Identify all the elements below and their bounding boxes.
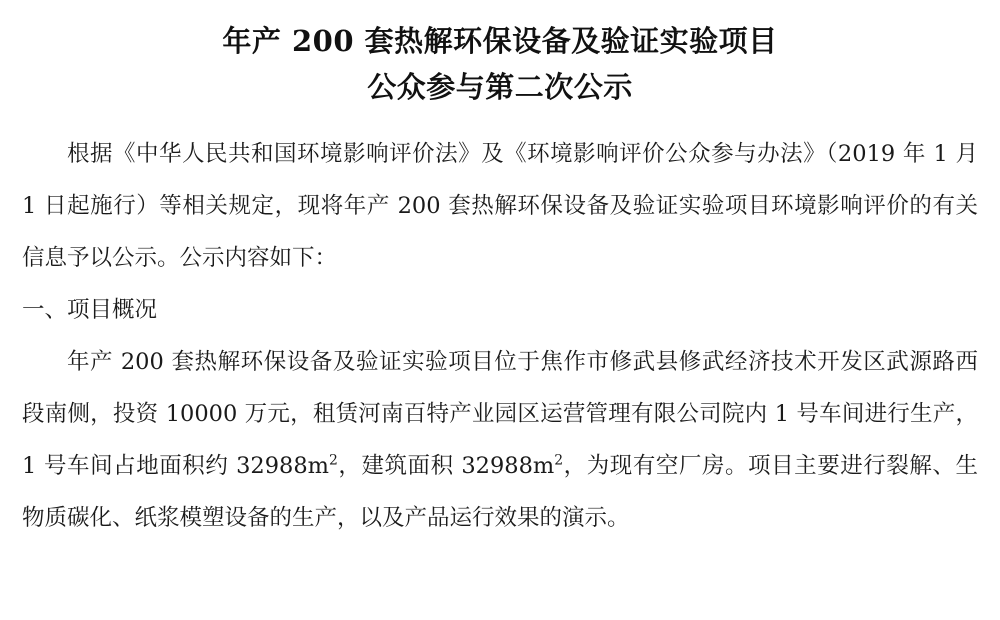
superscript-square-2: 2 [554,452,564,469]
title-line-1: 年产 200 套热解环保设备及验证实验项目 [222,24,778,58]
project-overview-part1: 年产 200 套热解环保设备及验证实验项目位于焦作市修武县修武经济技术开发区武源路西段南侧，投资 10000 万元，租赁河南百特产业园区运营管理有限公司院内 1 号车间进行生产，1 号车间占地面积约 32988m [22,349,978,479]
project-overview-paragraph [22,336,978,544]
superscript-square-1: 2 [329,452,338,469]
project-overview-part3: ，为现有空厂房。项目主要进行裂解、生物质碳化、纸浆模塑设备的生产，以及产品运行效果的演示。 [22,453,978,531]
document-title [22,18,978,110]
title-line-2: 公众参与第二次公示 [367,70,633,104]
section-heading-project-overview: 一、项目概况 [22,297,158,323]
intro-paragraph: 根据《中华人民共和国环境影响评价法》及《环境影响评价公众参与办法》（2019 年 1 月 1 日起施行）等相关规定，现将年产 200 套热解环保设备及验证实验项目环境影响评价的有关信息予以公示。公示内容如下： [22,141,978,271]
document-body [22,128,978,544]
project-overview-part2: ，建筑面积 32988m [337,453,555,479]
